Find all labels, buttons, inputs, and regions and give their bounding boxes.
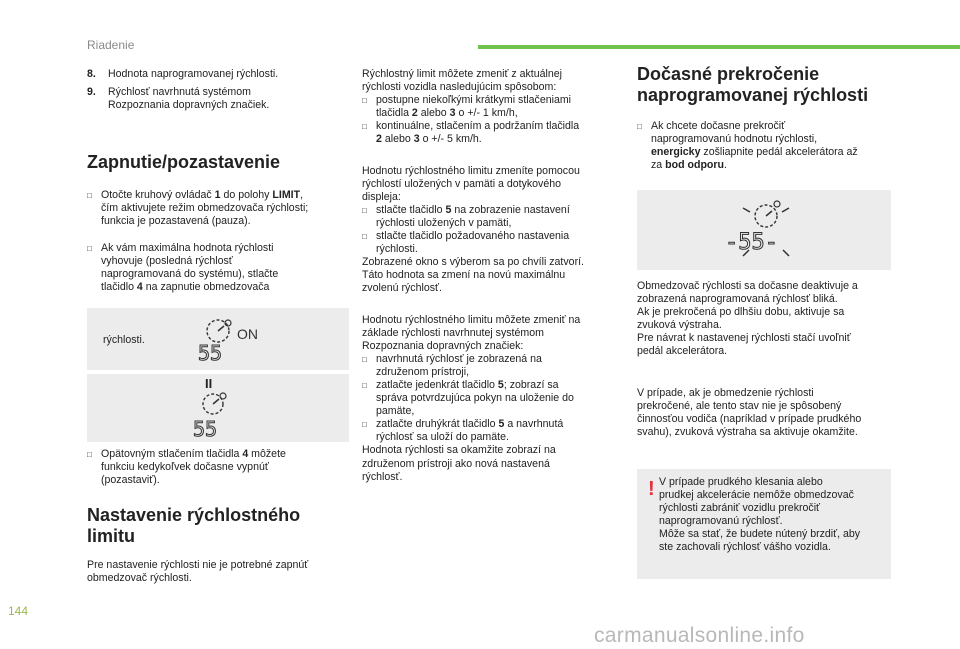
column-3 (637, 64, 893, 172)
speed-dashes: 55 (193, 417, 218, 440)
display-box-on (87, 308, 349, 370)
heading-zapnutie: Zapnutie/pozastavenie (87, 152, 281, 173)
warning-box (637, 469, 891, 579)
bullet-pozadovane: □ stlačte tlačidlo požadovaného nastavenia rýchlosti. (362, 230, 622, 256)
bullet-opatovnym: □ Opätovným stlačením tlačidla 4 môžete funkciu kedykoľvek dočasne vypnúť (pozastaviť). (87, 448, 349, 487)
paragraph-pamat: Hodnotu rýchlostného limitu zmeníte pomocou rýchlostí uložených v pamäti a dotykového displeja: (362, 164, 580, 203)
column-3-text (637, 280, 893, 439)
heading-docasne: Dočasné prekročenie naprogramovanej rýchlosti (637, 64, 869, 105)
list-item-8: 8. Hodnota naprogramovanej rýchlosti. (87, 68, 279, 80)
box-text: rýchlosti. (103, 334, 145, 346)
paragraph-zmena: Rýchlostný limit môžete zmeniť z aktuálnej rýchlosti vozidla nasledujúcim spôsobom: (362, 68, 563, 94)
speed-limiter-pause-icon (191, 390, 251, 440)
heading-nastavenie: Nastavenie rýchlostného limitu (87, 505, 301, 547)
section-accent-bar (478, 45, 960, 49)
list-item-9: 9. Rýchlosť navrhnutá systémom Rozpoznania dopravných značiek. (87, 86, 270, 112)
bullet-navrhnuta: □ navrhnutá rýchlosť je zobrazená na združenom prístroji, (362, 353, 622, 379)
bullet-jedenkrat: □ zatlačte jedenkrát tlačidlo 5; zobrazí sa správa potvrdzujúca pokyn na uloženie do pamäte, (362, 379, 622, 418)
paragraph-deaktivuje: Obmedzovač rýchlosti sa dočasne deaktivuje a zobrazená naprogramovaná rýchlosť bliká. Ak je prekročená po dlhšiu dobu, aktivuje sa zvuková výstraha. Pre návrat k nastavenej rýchlosti stačí uvoľniť pedál akcelerátora. (637, 280, 858, 358)
column-2 (362, 68, 622, 484)
display-box-blinking (637, 190, 891, 270)
section-label: Riadenie (87, 38, 135, 52)
paragraph-znacky: Hodnotu rýchlostného limitu môžete zmeniť na základe rýchlosti navrhnutej systémom Rozpoznania dopravných značiek: (362, 313, 581, 352)
speed-dashes: 55 (198, 341, 223, 365)
speed-dashes: -55- (725, 230, 778, 255)
paragraph-okno: Zobrazené okno s výberom sa po chvíli zatvorí. Táto hodnota sa zmení na novú maximálnu zvolenú rýchlosť. (362, 256, 584, 295)
warning-text: V prípade prudkého klesania alebo prudkej akcelerácie nemôže obmedzovač rýchlosti zabrániť vozidlu prekročiť naprogramovanú rýchlosť. Môže sa stať, že budete nútený brzdiť, aby ste zachovali rýchlosť vášho vozidla. (659, 476, 861, 554)
paragraph-svah: V prípade, ak je obmedzenie rýchlosti prekročené, ale tento stav nie je spôsobený činnosťou vodiča (napríklad v prípade prudkého svahu), zvuková výstraha sa aktivuje okamžite. (637, 386, 862, 438)
column-1 (87, 68, 349, 294)
bullet-otocte: □ Otočte kruhový ovládač 1 do polohy LIMIT, čím aktivujete režim obmedzovača rýchlosti; funkcia je pozastavená (pauza). (87, 189, 349, 228)
paragraph-nastavenie: Pre nastavenie rýchlosti nie je potrebné zapnúť obmedzovač rýchlosti. (87, 559, 309, 585)
paragraph-okamzite: Hodnota rýchlosti sa okamžite zobrazí na združenom prístroji ako nová nastavená rýchlosť. (362, 444, 556, 483)
warning-icon: ! (648, 478, 655, 500)
pause-icon: II (205, 376, 213, 391)
bullet-kratkymi: □ postupne niekoľkými krátkymi stlačeniami tlačidla 2 alebo 3 o +/- 1 km/h, (362, 94, 622, 120)
on-label: ON (237, 326, 258, 342)
display-box-pause (87, 374, 349, 442)
column-1-lower (87, 448, 349, 585)
bullet-ak-vam: □ Ak vám maximálna hodnota rýchlosti vyhovuje (posledná rýchlosť naprogramovaná do systému), stlačte tlačidlo 4 na zapnutie obmedzovača (87, 242, 349, 294)
bullet-prekrocit: □ Ak chcete dočasne prekročiť naprogramovanú hodnotu rýchlosti, energicky zošliapnite pedál akcelerátora až za bod odporu. (637, 120, 893, 172)
bullet-tlacidlo-5: □ stlačte tlačidlo 5 na zobrazenie nastavení rýchlosti uložených v pamäti, (362, 204, 622, 230)
watermark: carmanualsonline.info (594, 624, 805, 647)
bullet-druhykrat: □ zatlačte druhýkrát tlačidlo 5 a navrhnutá rýchlosť sa uloží do pamäte. (362, 418, 622, 444)
page-number: 144 (8, 604, 29, 618)
bullet-kontinualne: □ kontinuálne, stlačením a podržaním tlačidla 2 alebo 3 o +/- 5 km/h. (362, 120, 622, 146)
speed-limiter-on-icon (195, 316, 275, 366)
speed-limiter-blinking-icon (723, 194, 813, 268)
